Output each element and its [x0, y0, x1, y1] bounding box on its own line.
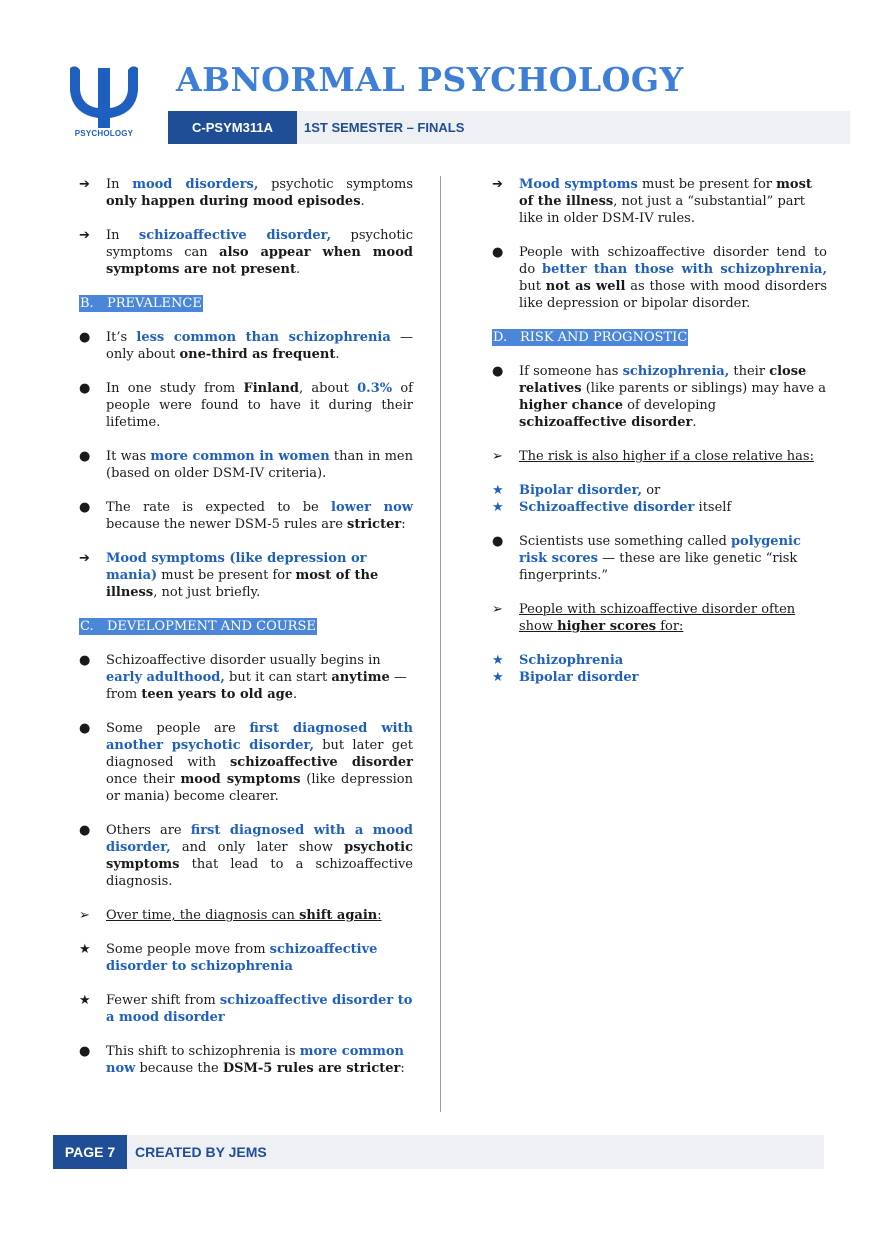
footer-credit: CREATED BY JEMS: [135, 1144, 267, 1160]
chevron-bullet-icon: ➢: [492, 449, 503, 464]
page-title: ABNORMAL PSYCHOLOGY: [176, 60, 684, 99]
section-heading-risk: D. RISK AND PROGNOSTIC: [493, 330, 688, 345]
right-column: [492, 176, 827, 686]
list-item: ● The rate is expected to be lower now because the newer DSM-5 rules are stricter:: [79, 500, 414, 532]
star-bullet-icon: ★: [79, 942, 91, 957]
list-item: ★ Schizophrenia: [492, 653, 624, 668]
dot-bullet-icon: ●: [79, 653, 91, 668]
dot-bullet-icon: ●: [79, 721, 91, 736]
semester-label: 1ST SEMESTER – FINALS: [304, 120, 465, 135]
course-code: C-PSYM311A: [168, 111, 297, 144]
star-bullet-icon: ★: [492, 500, 504, 515]
list-item: ● It was more common in women than in men (based on older DSM-IV criteria).: [79, 449, 414, 481]
column-divider: [440, 176, 441, 1112]
list-item: ★ Some people move from schizoaffective disorder to schizophrenia: [79, 942, 378, 974]
dot-bullet-icon: ●: [79, 500, 91, 515]
arrow-bullet-icon: ➔: [79, 177, 90, 192]
list-item: ➔ Mood symptoms must be present for most of the illness, not just a “substantial” part like in older DSM-IV rules.: [492, 177, 812, 226]
arrow-bullet-icon: ➔: [79, 551, 90, 566]
list-item: ★ Bipolar disorder: [492, 670, 639, 685]
dot-bullet-icon: ●: [492, 534, 504, 549]
list-item: ➔ In mood disorders, psychotic symptoms only happen during mood episodes.: [79, 177, 413, 209]
chevron-bullet-icon: ➢: [79, 908, 90, 923]
list-item: ● Scientists use something called polygenic risk scores — these are like genetic “risk fingerprints.”: [492, 534, 801, 583]
list-item: ★ Bipolar disorder, or: [492, 483, 661, 498]
list-item: ● Schizoaffective disorder usually begins in early adulthood, but it can start anytime — from teen years to old age.: [79, 653, 407, 702]
dot-bullet-icon: ●: [79, 449, 91, 464]
list-item: ● It’s less common than schizophrenia — only about one-third as frequent.: [79, 330, 413, 362]
logo-caption: PSYCHOLOGY: [74, 129, 134, 138]
left-column: [79, 176, 413, 1077]
list-item: ● If someone has schizophrenia, their close relatives (like parents or siblings) may have a higher chance of developing schizoaffective disorder.: [492, 364, 826, 430]
dot-bullet-icon: ●: [492, 364, 504, 379]
list-item: ➢ The risk is also higher if a close relative has:: [492, 449, 814, 464]
list-item: ➢ Over time, the diagnosis can shift again:: [79, 908, 382, 923]
section-heading-development: C. DEVELOPMENT AND COURSE: [80, 619, 316, 634]
chevron-bullet-icon: ➢: [492, 602, 503, 617]
arrow-bullet-icon: ➔: [79, 228, 90, 243]
dot-bullet-icon: ●: [79, 381, 91, 396]
list-item: ● Others are first diagnosed with a mood disorder, and only later show psychotic symptoms that lead to a schizoaffective diagnosis.: [79, 823, 413, 889]
list-item: ● In one study from Finland, about 0.3% of people were found to have it during their lifetime.: [79, 381, 413, 430]
dot-bullet-icon: ●: [492, 245, 504, 260]
list-item: ● People with schizoaffective disorder tend to do better than those with schizophrenia, but not as well as those with mood disorders like depression or bipolar disorder.: [492, 245, 827, 311]
dot-bullet-icon: ●: [79, 1044, 91, 1059]
star-bullet-icon: ★: [492, 653, 504, 668]
list-item: ★ Fewer shift from schizoaffective disorder to a mood disorder: [79, 993, 413, 1025]
star-bullet-icon: ★: [492, 483, 504, 498]
star-bullet-icon: ★: [492, 670, 504, 685]
list-item: ➢ People with schizoaffective disorder often show higher scores for:: [492, 602, 796, 634]
star-bullet-icon: ★: [79, 993, 91, 1008]
list-item: ➔ In schizoaffective disorder, psychotic symptoms can also appear when mood symptoms are not present.: [79, 228, 413, 277]
list-item: ● Some people are first diagnosed with another psychotic disorder, but later get diagnosed with schizoaffective disorder once their mood symptoms (like depression or mania) become clearer.: [79, 721, 414, 804]
section-heading-prevalence: B. PREVALENCE: [80, 296, 202, 311]
page-number: PAGE 7: [53, 1135, 127, 1169]
list-item: ➔ Mood symptoms (like depression or mania) must be present for most of the illness, not just briefly.: [79, 551, 379, 600]
list-item: ● This shift to schizophrenia is more common now because the DSM-5 rules are stricter:: [79, 1044, 405, 1076]
dot-bullet-icon: ●: [79, 823, 91, 838]
list-item: ★ Schizoaffective disorder itself: [492, 500, 732, 515]
arrow-bullet-icon: ➔: [492, 177, 503, 192]
dot-bullet-icon: ●: [79, 330, 91, 345]
